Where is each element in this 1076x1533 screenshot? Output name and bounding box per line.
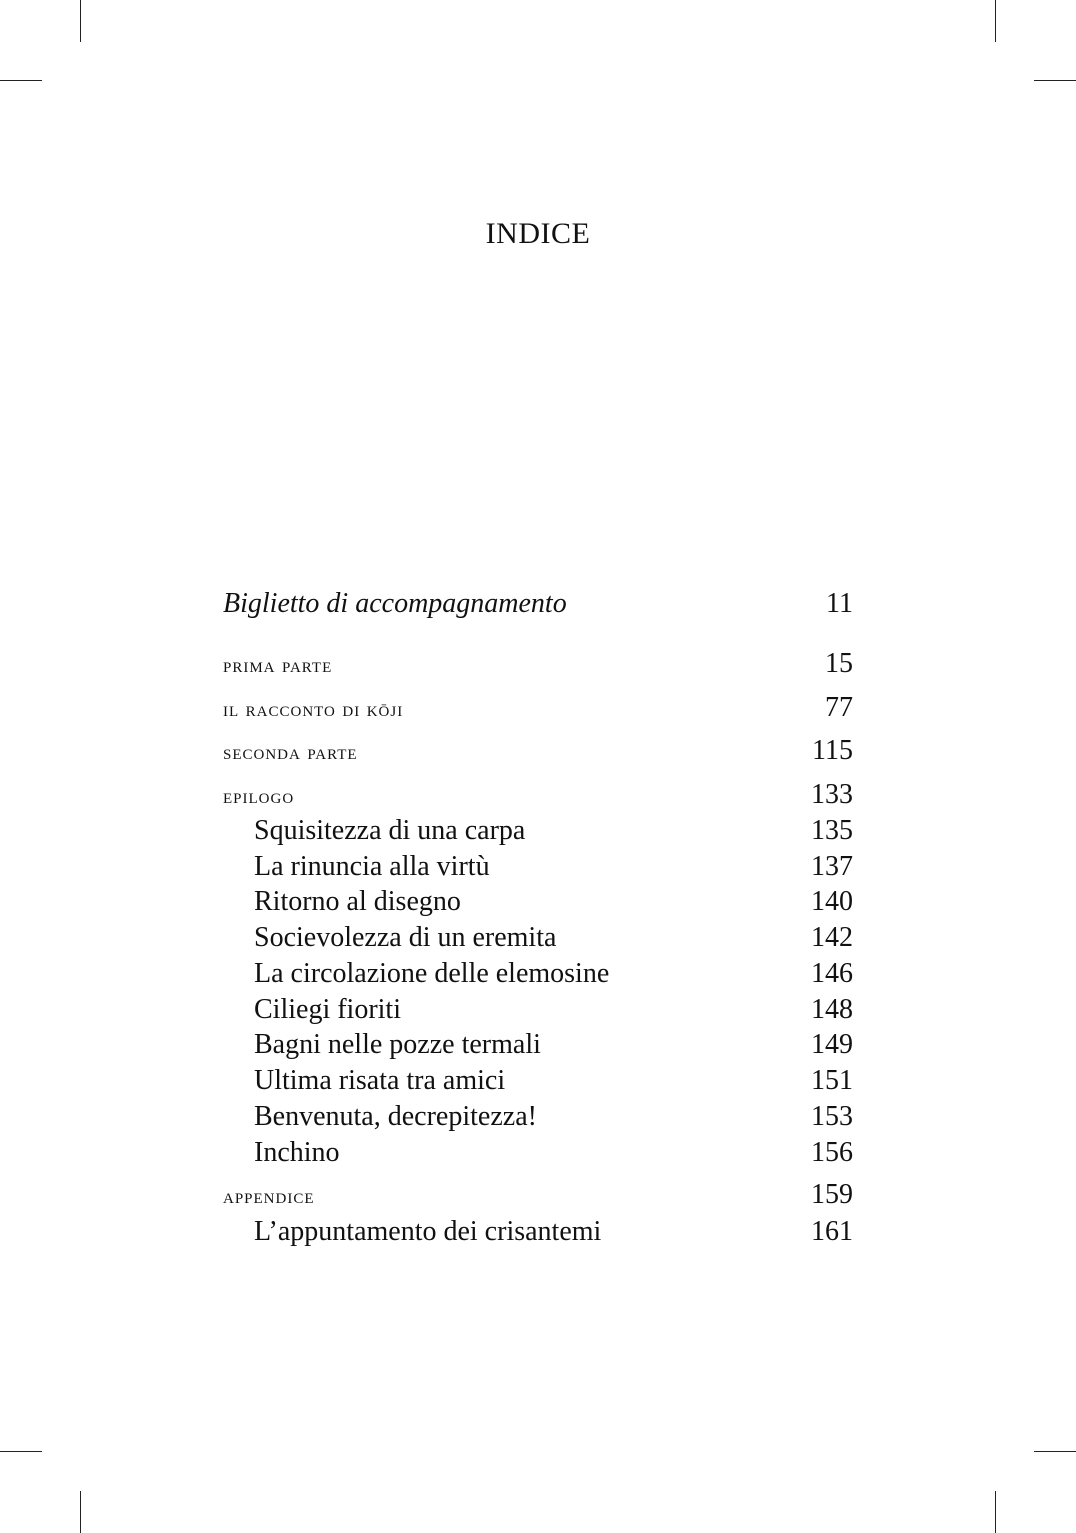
toc-entry-page: 149 xyxy=(811,1029,853,1060)
toc-entry xyxy=(223,735,853,771)
toc-entry-page: 133 xyxy=(811,779,853,810)
toc-entry xyxy=(223,1216,853,1252)
toc-entry-page: 11 xyxy=(826,588,853,619)
crop-mark-bottom-left xyxy=(80,1491,81,1533)
toc-entry xyxy=(223,1137,853,1173)
toc-entry-label: La rinuncia alla virtù xyxy=(254,851,490,882)
toc-entry-page: 159 xyxy=(811,1179,853,1210)
toc-entry-label: Bagni nelle pozze termali xyxy=(254,1029,541,1060)
toc-entry-page: 151 xyxy=(811,1065,853,1096)
toc-entry-page: 115 xyxy=(812,735,853,766)
toc-entry xyxy=(223,1065,853,1101)
toc-entry-label: il racconto di kōji xyxy=(223,696,404,721)
toc-entry xyxy=(223,958,853,994)
toc-entry-label: prima parte xyxy=(223,652,333,677)
toc-entry xyxy=(223,588,853,624)
toc-entry xyxy=(223,1179,853,1215)
crop-mark-right-top xyxy=(1034,80,1076,81)
toc-entry-label: seconda parte xyxy=(223,739,358,764)
toc-entry-label: Squisitezza di una carpa xyxy=(254,815,526,846)
toc-entry-label: Ciliegi fioriti xyxy=(254,994,401,1025)
toc-entry-label: L’appuntamento dei crisantemi xyxy=(254,1216,602,1247)
toc-entry-page: 137 xyxy=(811,851,853,882)
toc-entry-page: 156 xyxy=(811,1137,853,1168)
toc-entry xyxy=(223,779,853,815)
toc-entry xyxy=(223,815,853,851)
toc-entry xyxy=(223,692,853,728)
crop-mark-left-top xyxy=(0,80,42,81)
toc-entry xyxy=(223,994,853,1030)
crop-mark-top-left xyxy=(80,0,81,42)
toc-entry-label: Ritorno al disegno xyxy=(254,886,461,917)
toc-entry-label: Ultima risata tra amici xyxy=(254,1065,506,1096)
toc-entry-label: Inchino xyxy=(254,1137,340,1168)
toc-entry-page: 135 xyxy=(811,815,853,846)
toc-entry-page: 161 xyxy=(811,1216,853,1247)
toc-entry xyxy=(223,851,853,887)
toc-entry-page: 15 xyxy=(825,648,853,679)
toc-entry-page: 140 xyxy=(811,886,853,917)
toc-entry-label: La circolazione delle elemosine xyxy=(254,958,610,989)
toc-entry-page: 142 xyxy=(811,922,853,953)
toc-entry-label: Benvenuta, decrepitezza! xyxy=(254,1101,537,1132)
toc-entry-label: appendice xyxy=(223,1183,315,1208)
page-title: INDICE xyxy=(485,217,591,250)
crop-mark-right-bottom xyxy=(1034,1451,1076,1452)
toc-entry-page: 77 xyxy=(825,692,853,723)
toc-entry-page: 146 xyxy=(811,958,853,989)
toc-entry-label: Biglietto di accompagnamento xyxy=(223,588,567,619)
toc-entry-page: 153 xyxy=(811,1101,853,1132)
crop-mark-left-bottom xyxy=(0,1451,42,1452)
toc-entry xyxy=(223,1029,853,1065)
toc-entry-page: 148 xyxy=(811,994,853,1025)
toc-entry-label: Socievolezza di un eremita xyxy=(254,922,557,953)
toc-entry-label: epilogo xyxy=(223,783,295,808)
toc-entry xyxy=(223,886,853,922)
toc-entry xyxy=(223,648,853,684)
toc-entry xyxy=(223,922,853,958)
crop-mark-bottom-right xyxy=(995,1491,996,1533)
crop-mark-top-right xyxy=(995,0,996,42)
toc-entry xyxy=(223,1101,853,1137)
